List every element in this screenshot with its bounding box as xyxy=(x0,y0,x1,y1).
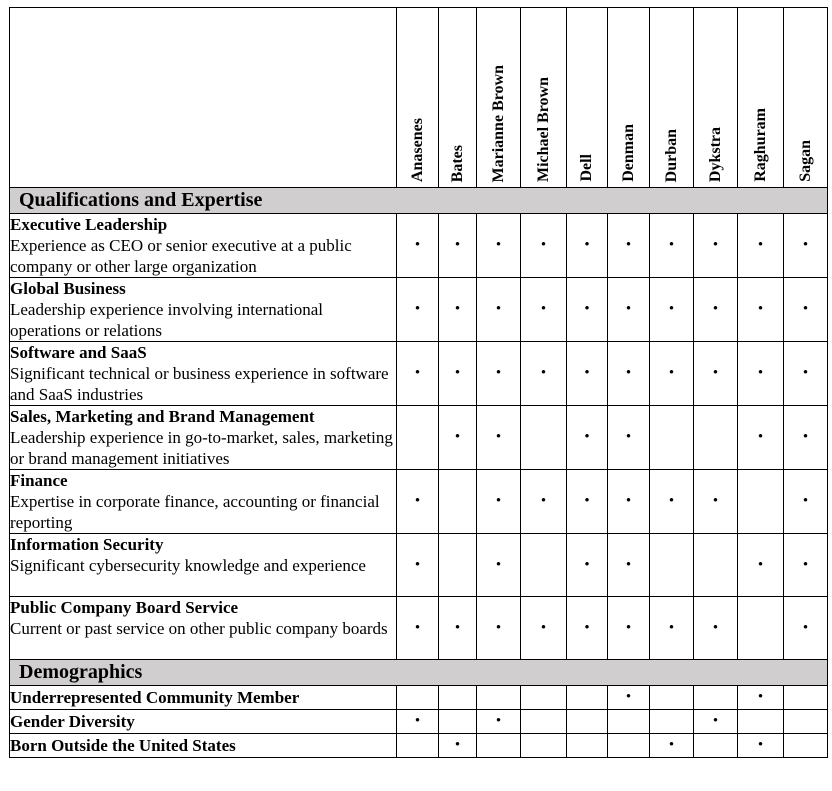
mark-cell xyxy=(397,470,439,534)
bullet-mark: • xyxy=(495,619,502,636)
mark-cell xyxy=(439,534,477,597)
mark-cell xyxy=(477,342,521,406)
mark-cell xyxy=(694,214,738,278)
mark-cell xyxy=(397,534,439,597)
mark-cell xyxy=(784,214,828,278)
bullet-mark: • xyxy=(584,556,590,573)
criterion-description: Leadership experience involving international operations or relations xyxy=(10,300,323,340)
mark-cell xyxy=(608,278,650,342)
criterion-description: Significant technical or business experience in software and SaaS industries xyxy=(10,364,389,404)
mark-cell xyxy=(567,470,608,534)
criterion-cell xyxy=(10,597,397,660)
mark-cell xyxy=(608,342,650,406)
bullet-mark: • xyxy=(757,689,764,705)
mark-cell xyxy=(521,710,567,734)
bullet-mark: • xyxy=(414,365,421,381)
mark-cell xyxy=(567,534,608,597)
mark-cell xyxy=(608,214,650,278)
mark-cell xyxy=(650,734,694,758)
board-skills-matrix xyxy=(9,7,828,758)
director-header xyxy=(738,8,784,188)
table-row xyxy=(10,342,828,406)
bullet-mark: • xyxy=(454,737,461,753)
mark-cell xyxy=(784,534,828,597)
mark-cell xyxy=(608,470,650,534)
mark-cell xyxy=(567,342,608,406)
bullet-mark: • xyxy=(712,619,719,636)
bullet-mark: • xyxy=(625,493,632,509)
table-row xyxy=(10,214,828,278)
bullet-mark: • xyxy=(454,237,461,253)
mark-cell xyxy=(521,597,567,660)
mark-cell xyxy=(567,686,608,710)
criterion-cell xyxy=(10,278,397,342)
criterion-cell xyxy=(10,710,397,734)
mark-cell xyxy=(439,597,477,660)
mark-cell xyxy=(397,686,439,710)
mark-cell xyxy=(694,686,738,710)
criterion-cell xyxy=(10,734,397,758)
table-row xyxy=(10,278,828,342)
bullet-mark: • xyxy=(802,365,809,381)
bullet-mark: • xyxy=(712,237,719,253)
director-header xyxy=(694,8,738,188)
bullet-mark: • xyxy=(668,619,675,636)
mark-cell xyxy=(397,734,439,758)
mark-cell xyxy=(567,278,608,342)
mark-cell xyxy=(439,734,477,758)
mark-cell xyxy=(567,734,608,758)
bullet-mark: • xyxy=(668,237,675,253)
bullet-mark: • xyxy=(625,365,632,381)
mark-cell xyxy=(567,710,608,734)
mark-cell xyxy=(650,686,694,710)
criterion-title: Public Company Board Service xyxy=(10,598,239,617)
mark-cell xyxy=(439,406,477,470)
criterion-title: Sales, Marketing and Brand Management xyxy=(10,407,315,426)
bullet-mark: • xyxy=(540,493,547,509)
mark-cell xyxy=(650,342,694,406)
bullet-mark: • xyxy=(668,493,675,509)
mark-cell xyxy=(694,470,738,534)
mark-cell xyxy=(477,214,521,278)
mark-cell xyxy=(784,406,828,470)
bullet-mark: • xyxy=(454,429,461,445)
table-row xyxy=(10,734,828,758)
mark-cell xyxy=(608,710,650,734)
bullet-mark: • xyxy=(495,493,502,509)
mark-cell xyxy=(477,470,521,534)
director-header xyxy=(439,8,477,188)
director-header-row xyxy=(10,8,828,188)
criterion-description: Significant cybersecurity knowledge and experience xyxy=(10,556,366,575)
director-header xyxy=(650,8,694,188)
table-row xyxy=(10,597,828,660)
mark-cell xyxy=(784,710,828,734)
bullet-mark: • xyxy=(414,237,421,253)
mark-cell xyxy=(521,734,567,758)
director-name: Michael Brown xyxy=(534,76,552,182)
mark-cell xyxy=(439,214,477,278)
bullet-mark: • xyxy=(414,493,421,509)
mark-cell xyxy=(439,686,477,710)
bullet-mark: • xyxy=(540,619,547,636)
mark-cell xyxy=(477,686,521,710)
bullet-mark: • xyxy=(712,365,719,381)
bullet-mark: • xyxy=(584,429,590,445)
director-header xyxy=(608,8,650,188)
bullet-mark: • xyxy=(540,365,547,381)
mark-cell xyxy=(738,278,784,342)
mark-cell xyxy=(521,342,567,406)
mark-cell xyxy=(397,597,439,660)
mark-cell xyxy=(694,597,738,660)
bullet-mark: • xyxy=(802,301,809,317)
criterion-title: Global Business xyxy=(10,279,126,298)
bullet-mark: • xyxy=(414,556,421,573)
bullet-mark: • xyxy=(454,365,461,381)
mark-cell xyxy=(784,342,828,406)
criterion-cell xyxy=(10,470,397,534)
table-row xyxy=(10,686,828,710)
mark-cell xyxy=(650,278,694,342)
director-name: Marianne Brown xyxy=(489,64,507,182)
bullet-mark: • xyxy=(757,429,764,445)
mark-cell xyxy=(397,278,439,342)
mark-cell xyxy=(650,710,694,734)
criterion-title: Underrepresented Community Member xyxy=(10,688,300,707)
bullet-mark: • xyxy=(625,689,632,705)
mark-cell xyxy=(397,342,439,406)
director-name: Denman xyxy=(619,124,637,182)
director-name: Sagan xyxy=(796,140,814,182)
mark-cell xyxy=(784,734,828,758)
mark-cell xyxy=(521,470,567,534)
mark-cell xyxy=(738,406,784,470)
section-title: Qualifications and Expertise xyxy=(10,188,828,214)
mark-cell xyxy=(738,686,784,710)
bullet-mark: • xyxy=(495,365,502,381)
table-row xyxy=(10,534,828,597)
director-name: Durban xyxy=(662,128,680,182)
bullet-mark: • xyxy=(625,556,632,573)
mark-cell xyxy=(608,734,650,758)
header-corner-cell xyxy=(10,8,397,188)
mark-cell xyxy=(738,214,784,278)
mark-cell xyxy=(738,470,784,534)
bullet-mark: • xyxy=(584,493,590,509)
bullet-mark: • xyxy=(757,237,764,253)
bullet-mark: • xyxy=(757,556,764,573)
mark-cell xyxy=(650,470,694,534)
criterion-cell xyxy=(10,686,397,710)
criterion-cell xyxy=(10,534,397,597)
bullet-mark: • xyxy=(625,237,632,253)
bullet-mark: • xyxy=(625,301,632,317)
bullet-mark: • xyxy=(757,737,764,753)
mark-cell xyxy=(694,278,738,342)
bullet-mark: • xyxy=(495,556,502,573)
mark-cell xyxy=(608,534,650,597)
table-row xyxy=(10,470,828,534)
bullet-mark: • xyxy=(668,365,675,381)
mark-cell xyxy=(738,710,784,734)
criterion-cell xyxy=(10,214,397,278)
director-header xyxy=(397,8,439,188)
bullet-mark: • xyxy=(584,301,590,317)
director-name: Dell xyxy=(578,154,595,182)
bullet-mark: • xyxy=(495,713,502,729)
bullet-mark: • xyxy=(757,365,764,381)
director-name: Anasenes xyxy=(408,117,426,182)
bullet-mark: • xyxy=(668,737,675,753)
mark-cell xyxy=(477,406,521,470)
mark-cell xyxy=(477,734,521,758)
bullet-mark: • xyxy=(625,619,632,636)
mark-cell xyxy=(477,278,521,342)
director-header xyxy=(567,8,608,188)
bullet-mark: • xyxy=(584,365,590,381)
mark-cell xyxy=(477,597,521,660)
mark-cell xyxy=(694,406,738,470)
bullet-mark: • xyxy=(414,301,421,317)
bullet-mark: • xyxy=(495,237,502,253)
criterion-title: Executive Leadership xyxy=(10,215,168,234)
mark-cell xyxy=(477,534,521,597)
mark-cell xyxy=(567,597,608,660)
mark-cell xyxy=(694,342,738,406)
bullet-mark: • xyxy=(712,713,719,729)
mark-cell xyxy=(439,710,477,734)
mark-cell xyxy=(397,710,439,734)
criterion-title: Born Outside the United States xyxy=(10,736,236,755)
bullet-mark: • xyxy=(802,429,809,445)
bullet-mark: • xyxy=(802,237,809,253)
criterion-title: Finance xyxy=(10,471,68,490)
director-name: Dykstra xyxy=(706,126,724,182)
mark-cell xyxy=(784,597,828,660)
mark-cell xyxy=(650,597,694,660)
mark-cell xyxy=(477,710,521,734)
mark-cell xyxy=(738,734,784,758)
table-row xyxy=(10,406,828,470)
mark-cell xyxy=(650,534,694,597)
criterion-description: Leadership experience in go-to-market, sales, marketing or brand management initiatives xyxy=(10,428,393,468)
mark-cell xyxy=(608,597,650,660)
mark-cell xyxy=(738,534,784,597)
criterion-description: Experience as CEO or senior executive at a public company or other large organization xyxy=(10,236,352,276)
bullet-mark: • xyxy=(802,556,809,573)
bullet-mark: • xyxy=(802,619,809,636)
director-header xyxy=(521,8,567,188)
criterion-title: Gender Diversity xyxy=(10,712,135,731)
mark-cell xyxy=(608,686,650,710)
mark-cell xyxy=(521,214,567,278)
mark-cell xyxy=(521,686,567,710)
mark-cell xyxy=(521,406,567,470)
criterion-description: Current or past service on other public company boards xyxy=(10,619,388,638)
bullet-mark: • xyxy=(712,301,719,317)
mark-cell xyxy=(650,214,694,278)
director-name: Raghuram xyxy=(751,108,769,182)
mark-cell xyxy=(694,710,738,734)
director-name: Bates xyxy=(448,144,466,182)
bullet-mark: • xyxy=(495,429,502,445)
bullet-mark: • xyxy=(414,713,421,729)
bullet-mark: • xyxy=(414,619,421,636)
mark-cell xyxy=(521,534,567,597)
bullet-mark: • xyxy=(802,493,809,509)
bullet-mark: • xyxy=(540,301,547,317)
section-header-row xyxy=(10,660,828,686)
mark-cell xyxy=(738,342,784,406)
bullet-mark: • xyxy=(668,301,675,317)
mark-cell xyxy=(397,406,439,470)
criterion-title: Software and SaaS xyxy=(10,343,147,362)
bullet-mark: • xyxy=(454,619,461,636)
criterion-title: Information Security xyxy=(10,535,164,554)
bullet-mark: • xyxy=(712,493,719,509)
mark-cell xyxy=(567,214,608,278)
mark-cell xyxy=(608,406,650,470)
criterion-cell xyxy=(10,342,397,406)
criterion-cell xyxy=(10,406,397,470)
mark-cell xyxy=(521,278,567,342)
bullet-mark: • xyxy=(757,301,764,317)
mark-cell xyxy=(439,278,477,342)
mark-cell xyxy=(397,214,439,278)
director-header xyxy=(477,8,521,188)
section-title: Demographics xyxy=(10,660,828,686)
mark-cell xyxy=(694,534,738,597)
bullet-mark: • xyxy=(454,301,461,317)
bullet-mark: • xyxy=(584,237,590,253)
section-header-row xyxy=(10,188,828,214)
bullet-mark: • xyxy=(540,237,547,253)
mark-cell xyxy=(738,597,784,660)
table-row xyxy=(10,710,828,734)
mark-cell xyxy=(439,470,477,534)
mark-cell xyxy=(694,734,738,758)
bullet-mark: • xyxy=(625,429,632,445)
mark-cell xyxy=(784,470,828,534)
mark-cell xyxy=(439,342,477,406)
mark-cell xyxy=(784,686,828,710)
director-header xyxy=(784,8,828,188)
bullet-mark: • xyxy=(584,619,590,636)
matrix-body xyxy=(10,188,828,758)
mark-cell xyxy=(650,406,694,470)
mark-cell xyxy=(567,406,608,470)
criterion-description: Expertise in corporate finance, accounting or financial reporting xyxy=(10,492,380,532)
mark-cell xyxy=(784,278,828,342)
bullet-mark: • xyxy=(495,301,502,317)
